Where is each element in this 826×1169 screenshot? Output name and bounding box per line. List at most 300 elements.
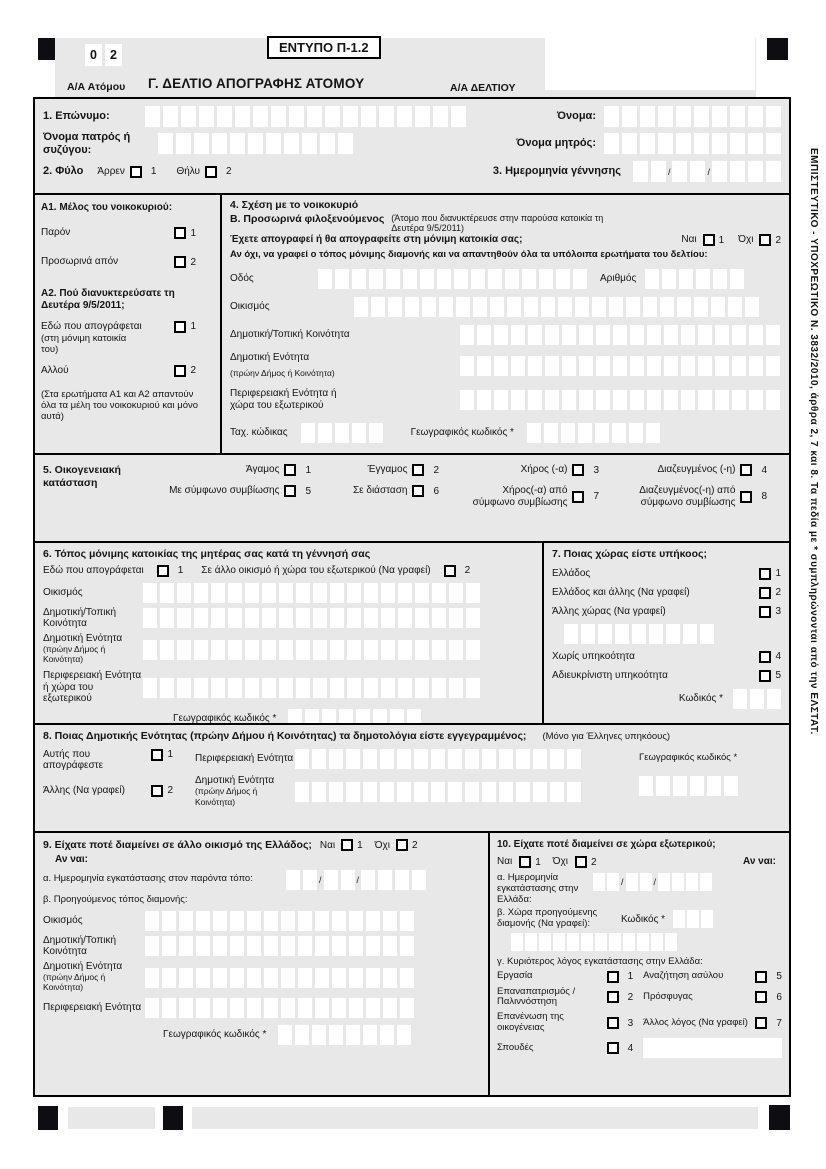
char-cell[interactable] — [567, 782, 581, 802]
char-cell[interactable] — [388, 297, 402, 317]
char-cell[interactable] — [347, 608, 361, 628]
char-cell[interactable] — [397, 106, 412, 127]
s10-install-date-input[interactable] — [593, 873, 712, 891]
char-cell[interactable] — [596, 390, 610, 410]
char-cell[interactable] — [690, 776, 704, 796]
char-cell[interactable] — [449, 583, 463, 603]
checkbox-s10-no[interactable] — [575, 856, 587, 868]
year-cells[interactable] — [658, 873, 712, 891]
char-cell[interactable] — [349, 968, 363, 988]
char-cell[interactable] — [698, 325, 712, 345]
char-cell[interactable] — [194, 678, 208, 698]
char-cell[interactable] — [595, 933, 607, 951]
char-cell[interactable] — [730, 161, 745, 182]
char-cell[interactable] — [245, 678, 259, 698]
char-cell[interactable] — [281, 936, 295, 956]
char-cell[interactable] — [313, 678, 327, 698]
char-cell[interactable] — [626, 297, 640, 317]
char-cell[interactable] — [228, 583, 242, 603]
char-cell[interactable] — [347, 583, 361, 603]
char-cell[interactable] — [556, 269, 570, 289]
char-cell[interactable] — [230, 936, 244, 956]
char-cell[interactable] — [749, 390, 763, 410]
char-cell[interactable] — [730, 269, 744, 289]
char-cell[interactable] — [162, 968, 176, 988]
checkbox-separated[interactable] — [412, 485, 424, 497]
char-cell[interactable] — [623, 933, 635, 951]
char-cell[interactable] — [766, 106, 781, 127]
char-cell[interactable] — [296, 678, 310, 698]
char-cell[interactable] — [211, 640, 225, 660]
char-cell[interactable] — [349, 998, 363, 1018]
char-cell[interactable] — [397, 782, 411, 802]
char-cell[interactable] — [677, 297, 691, 317]
municipal-unit-input[interactable] — [295, 782, 581, 802]
sheet-number-input[interactable] — [545, 36, 755, 90]
char-cell[interactable] — [253, 106, 268, 127]
settlement-input[interactable] — [145, 911, 414, 931]
char-cell[interactable] — [295, 1025, 309, 1045]
checkbox-s9-yes[interactable] — [341, 839, 353, 851]
char-cell[interactable] — [561, 423, 575, 443]
char-cell[interactable] — [217, 106, 232, 127]
char-cell[interactable] — [766, 356, 780, 376]
char-cell[interactable] — [664, 390, 678, 410]
char-cell[interactable] — [766, 390, 780, 410]
char-cell[interactable] — [613, 325, 627, 345]
char-cell[interactable] — [609, 297, 623, 317]
char-cell[interactable] — [562, 325, 576, 345]
char-cell[interactable] — [524, 297, 538, 317]
char-cell[interactable] — [415, 106, 430, 127]
checkbox-stayed-here[interactable] — [174, 321, 186, 333]
char-cell[interactable] — [494, 356, 508, 376]
char-cell[interactable] — [439, 297, 453, 317]
char-cell[interactable] — [433, 106, 448, 127]
char-cell[interactable] — [449, 608, 463, 628]
char-cell[interactable] — [607, 873, 619, 891]
char-cell[interactable] — [366, 911, 380, 931]
char-cell[interactable] — [528, 356, 542, 376]
char-cell[interactable] — [477, 390, 491, 410]
char-cell[interactable] — [352, 423, 366, 443]
char-cell[interactable] — [313, 640, 327, 660]
char-cell[interactable] — [749, 356, 763, 376]
checkbox-rolls-current[interactable] — [151, 749, 163, 761]
char-cell[interactable] — [511, 356, 525, 376]
char-cell[interactable] — [494, 390, 508, 410]
char-cell[interactable] — [213, 911, 227, 931]
char-cell[interactable] — [640, 106, 655, 127]
char-cell[interactable] — [398, 678, 412, 698]
char-cell[interactable] — [660, 297, 674, 317]
char-cell[interactable] — [279, 583, 293, 603]
char-cell[interactable] — [656, 776, 670, 796]
char-cell[interactable] — [318, 423, 332, 443]
char-cell[interactable] — [160, 608, 174, 628]
char-cell[interactable] — [579, 390, 593, 410]
char-cell[interactable] — [289, 106, 304, 127]
char-cell[interactable] — [335, 269, 349, 289]
char-cell[interactable] — [279, 678, 293, 698]
char-cell[interactable] — [307, 106, 322, 127]
char-cell[interactable] — [381, 678, 395, 698]
checkbox-mother-here[interactable] — [157, 565, 169, 577]
char-cell[interactable] — [651, 933, 663, 951]
char-cell[interactable] — [456, 297, 470, 317]
char-cell[interactable] — [448, 782, 462, 802]
char-cell[interactable] — [369, 423, 383, 443]
char-cell[interactable] — [312, 749, 326, 769]
char-cell[interactable] — [598, 624, 612, 644]
char-cell[interactable] — [230, 133, 245, 154]
char-cell[interactable] — [541, 297, 555, 317]
char-cell[interactable] — [712, 106, 727, 127]
char-cell[interactable] — [343, 106, 358, 127]
checkbox-registered-yes[interactable] — [703, 234, 715, 246]
char-cell[interactable] — [732, 390, 746, 410]
char-cell[interactable] — [363, 1025, 377, 1045]
char-cell[interactable] — [313, 608, 327, 628]
char-cell[interactable] — [567, 749, 581, 769]
char-cell[interactable] — [666, 624, 680, 644]
char-cell[interactable] — [637, 933, 649, 951]
char-cell[interactable] — [528, 325, 542, 345]
char-cell[interactable] — [488, 269, 502, 289]
char-cell[interactable] — [356, 709, 370, 725]
char-cell[interactable] — [420, 269, 434, 289]
checkbox-citizenship-none[interactable] — [759, 651, 771, 663]
char-cell[interactable] — [271, 106, 286, 127]
char-cell[interactable] — [715, 325, 729, 345]
char-cell[interactable] — [177, 640, 191, 660]
char-cell[interactable] — [363, 782, 377, 802]
char-cell[interactable] — [539, 933, 551, 951]
char-cell[interactable] — [412, 870, 426, 890]
char-cell[interactable] — [622, 106, 637, 127]
char-cell[interactable] — [395, 870, 409, 890]
char-cell[interactable] — [381, 608, 395, 628]
char-cell[interactable] — [567, 933, 579, 951]
char-cell[interactable] — [700, 873, 712, 891]
char-cell[interactable] — [581, 933, 593, 951]
char-cell[interactable] — [332, 968, 346, 988]
char-cell[interactable] — [649, 624, 663, 644]
char-cell[interactable] — [630, 325, 644, 345]
birthdate-month-cells[interactable] — [672, 161, 705, 182]
char-cell[interactable] — [354, 297, 368, 317]
char-cell[interactable] — [247, 936, 261, 956]
char-cell[interactable] — [315, 936, 329, 956]
char-cell[interactable] — [465, 749, 479, 769]
municipal-unit-input[interactable] — [145, 968, 414, 988]
char-cell[interactable] — [673, 910, 685, 928]
char-cell[interactable] — [681, 325, 695, 345]
checkbox-citizenship-unspecified[interactable] — [759, 670, 771, 682]
char-cell[interactable] — [454, 269, 468, 289]
char-cell[interactable] — [694, 297, 708, 317]
char-cell[interactable] — [647, 325, 661, 345]
char-cell[interactable] — [194, 608, 208, 628]
char-cell[interactable] — [262, 640, 276, 660]
char-cell[interactable] — [361, 870, 375, 890]
char-cell[interactable] — [448, 749, 462, 769]
char-cell[interactable] — [380, 1025, 394, 1045]
municipal-unit-input[interactable] — [460, 356, 780, 376]
s9-install-date-input[interactable] — [286, 870, 426, 890]
char-cell[interactable] — [432, 583, 446, 603]
char-cell[interactable] — [612, 423, 626, 443]
char-cell[interactable] — [651, 161, 666, 182]
char-cell[interactable] — [329, 782, 343, 802]
char-cell[interactable] — [364, 608, 378, 628]
char-cell[interactable] — [143, 640, 157, 660]
char-cell[interactable] — [398, 608, 412, 628]
char-cell[interactable] — [545, 390, 559, 410]
char-cell[interactable] — [330, 608, 344, 628]
char-cell[interactable] — [403, 269, 417, 289]
char-cell[interactable] — [687, 910, 699, 928]
char-cell[interactable] — [700, 624, 714, 644]
char-cell[interactable] — [432, 640, 446, 660]
char-cell[interactable] — [613, 390, 627, 410]
char-cell[interactable] — [194, 133, 209, 154]
char-cell[interactable] — [364, 583, 378, 603]
checkbox-reason-refugee[interactable] — [755, 991, 767, 1003]
char-cell[interactable] — [352, 269, 366, 289]
char-cell[interactable] — [539, 269, 553, 289]
country-code-input[interactable] — [673, 910, 713, 928]
char-cell[interactable] — [281, 911, 295, 931]
char-cell[interactable] — [162, 936, 176, 956]
char-cell[interactable] — [361, 106, 376, 127]
char-cell[interactable] — [681, 356, 695, 376]
region-input[interactable] — [295, 749, 581, 769]
char-cell[interactable] — [179, 911, 193, 931]
char-cell[interactable] — [673, 776, 687, 796]
char-cell[interactable] — [380, 782, 394, 802]
settlement-input[interactable] — [354, 297, 759, 317]
char-cell[interactable] — [698, 390, 712, 410]
char-cell[interactable] — [431, 782, 445, 802]
char-cell[interactable] — [235, 106, 250, 127]
char-cell[interactable] — [415, 583, 429, 603]
char-cell[interactable] — [511, 390, 525, 410]
char-cell[interactable] — [332, 936, 346, 956]
char-cell[interactable] — [347, 678, 361, 698]
char-cell[interactable] — [288, 709, 302, 725]
char-cell[interactable] — [302, 133, 317, 154]
char-cell[interactable] — [595, 423, 609, 443]
char-cell[interactable] — [366, 968, 380, 988]
char-cell[interactable] — [338, 133, 353, 154]
char-cell[interactable] — [622, 133, 637, 154]
char-cell[interactable] — [332, 911, 346, 931]
checkbox-single[interactable] — [284, 464, 296, 476]
birthdate-year-cells[interactable] — [712, 161, 781, 182]
checkbox-reason-repatriation[interactable] — [607, 991, 619, 1003]
checkbox-member-present[interactable] — [174, 227, 186, 239]
char-cell[interactable] — [405, 297, 419, 317]
char-cell[interactable] — [305, 709, 319, 725]
char-cell[interactable] — [245, 608, 259, 628]
char-cell[interactable] — [712, 161, 727, 182]
char-cell[interactable] — [390, 709, 404, 725]
char-cell[interactable] — [451, 106, 466, 127]
char-cell[interactable] — [298, 968, 312, 988]
char-cell[interactable] — [482, 749, 496, 769]
char-cell[interactable] — [318, 269, 332, 289]
char-cell[interactable] — [604, 133, 619, 154]
char-cell[interactable] — [196, 968, 210, 988]
month-cells[interactable] — [626, 873, 652, 891]
char-cell[interactable] — [711, 297, 725, 317]
char-cell[interactable] — [516, 749, 530, 769]
char-cell[interactable] — [281, 968, 295, 988]
char-cell[interactable] — [460, 356, 474, 376]
char-cell[interactable] — [145, 911, 159, 931]
checkbox-rolls-other[interactable] — [151, 785, 163, 797]
day-cells[interactable] — [286, 870, 317, 890]
char-cell[interactable] — [724, 776, 738, 796]
char-cell[interactable] — [533, 782, 547, 802]
char-cell[interactable] — [383, 998, 397, 1018]
char-cell[interactable] — [647, 390, 661, 410]
char-cell[interactable] — [284, 133, 299, 154]
char-cell[interactable] — [581, 624, 595, 644]
char-cell[interactable] — [662, 269, 676, 289]
char-cell[interactable] — [679, 269, 693, 289]
checkbox-s10-yes[interactable] — [519, 856, 531, 868]
checkbox-divorced-civil-union[interactable] — [740, 491, 752, 503]
char-cell[interactable] — [466, 608, 480, 628]
char-cell[interactable] — [698, 356, 712, 376]
char-cell[interactable] — [415, 608, 429, 628]
char-cell[interactable] — [266, 133, 281, 154]
previous-country-input[interactable] — [511, 933, 677, 951]
checkbox-citizenship-greek[interactable] — [759, 568, 771, 580]
checkbox-mother-elsewhere[interactable] — [444, 565, 456, 577]
checkbox-married[interactable] — [412, 464, 424, 476]
year-cells[interactable] — [361, 870, 426, 890]
char-cell[interactable] — [522, 269, 536, 289]
char-cell[interactable] — [748, 106, 763, 127]
surname-input[interactable] — [145, 106, 466, 127]
char-cell[interactable] — [179, 968, 193, 988]
char-cell[interactable] — [665, 933, 677, 951]
char-cell[interactable] — [312, 1025, 326, 1045]
char-cell[interactable] — [550, 749, 564, 769]
country-code-input[interactable] — [733, 689, 781, 709]
char-cell[interactable] — [573, 269, 587, 289]
char-cell[interactable] — [199, 106, 214, 127]
char-cell[interactable] — [320, 133, 335, 154]
char-cell[interactable] — [264, 936, 278, 956]
char-cell[interactable] — [295, 749, 309, 769]
geo-code-input[interactable] — [527, 423, 660, 443]
char-cell[interactable] — [330, 640, 344, 660]
char-cell[interactable] — [379, 106, 394, 127]
char-cell[interactable] — [230, 911, 244, 931]
char-cell[interactable] — [564, 624, 578, 644]
char-cell[interactable] — [562, 390, 576, 410]
char-cell[interactable] — [262, 678, 276, 698]
char-cell[interactable] — [196, 998, 210, 1018]
char-cell[interactable] — [471, 269, 485, 289]
char-cell[interactable] — [145, 968, 159, 988]
char-cell[interactable] — [143, 608, 157, 628]
char-cell[interactable] — [707, 776, 721, 796]
char-cell[interactable] — [713, 269, 727, 289]
citizenship-country-input[interactable] — [564, 624, 714, 644]
char-cell[interactable] — [683, 624, 697, 644]
char-cell[interactable] — [296, 583, 310, 603]
char-cell[interactable] — [579, 356, 593, 376]
firstname-input[interactable] — [604, 106, 781, 127]
char-cell[interactable] — [544, 423, 558, 443]
char-cell[interactable] — [145, 998, 159, 1018]
char-cell[interactable] — [400, 936, 414, 956]
char-cell[interactable] — [366, 998, 380, 1018]
char-cell[interactable] — [381, 640, 395, 660]
checkbox-reason-work[interactable] — [607, 971, 619, 983]
geo-code-input[interactable] — [639, 776, 738, 796]
char-cell[interactable] — [658, 873, 670, 891]
char-cell[interactable] — [431, 749, 445, 769]
char-cell[interactable] — [694, 133, 709, 154]
char-cell[interactable] — [383, 911, 397, 931]
char-cell[interactable] — [383, 936, 397, 956]
char-cell[interactable] — [626, 873, 638, 891]
char-cell[interactable] — [466, 583, 480, 603]
municipal-unit-input[interactable] — [143, 640, 480, 660]
char-cell[interactable] — [335, 423, 349, 443]
char-cell[interactable] — [371, 297, 385, 317]
char-cell[interactable] — [482, 782, 496, 802]
char-cell[interactable] — [639, 776, 653, 796]
checkbox-reason-other[interactable] — [755, 1017, 767, 1029]
char-cell[interactable] — [143, 678, 157, 698]
char-cell[interactable] — [640, 133, 655, 154]
char-cell[interactable] — [593, 873, 605, 891]
checkbox-stayed-elsewhere[interactable] — [174, 365, 186, 377]
char-cell[interactable] — [578, 423, 592, 443]
char-cell[interactable] — [732, 356, 746, 376]
char-cell[interactable] — [748, 133, 763, 154]
char-cell[interactable] — [295, 782, 309, 802]
char-cell[interactable] — [400, 911, 414, 931]
char-cell[interactable] — [516, 782, 530, 802]
char-cell[interactable] — [732, 325, 746, 345]
char-cell[interactable] — [645, 269, 659, 289]
char-cell[interactable] — [230, 968, 244, 988]
char-cell[interactable] — [247, 911, 261, 931]
char-cell[interactable] — [179, 936, 193, 956]
char-cell[interactable] — [160, 678, 174, 698]
char-cell[interactable] — [553, 933, 565, 951]
day-cells[interactable] — [593, 873, 619, 891]
char-cell[interactable] — [298, 998, 312, 1018]
char-cell[interactable] — [196, 936, 210, 956]
char-cell[interactable] — [449, 678, 463, 698]
char-cell[interactable] — [279, 608, 293, 628]
char-cell[interactable] — [750, 689, 764, 709]
community-input[interactable] — [460, 325, 780, 345]
char-cell[interactable] — [728, 297, 742, 317]
checkbox-reason-asylum[interactable] — [755, 971, 767, 983]
char-cell[interactable] — [213, 998, 227, 1018]
char-cell[interactable] — [181, 106, 196, 127]
